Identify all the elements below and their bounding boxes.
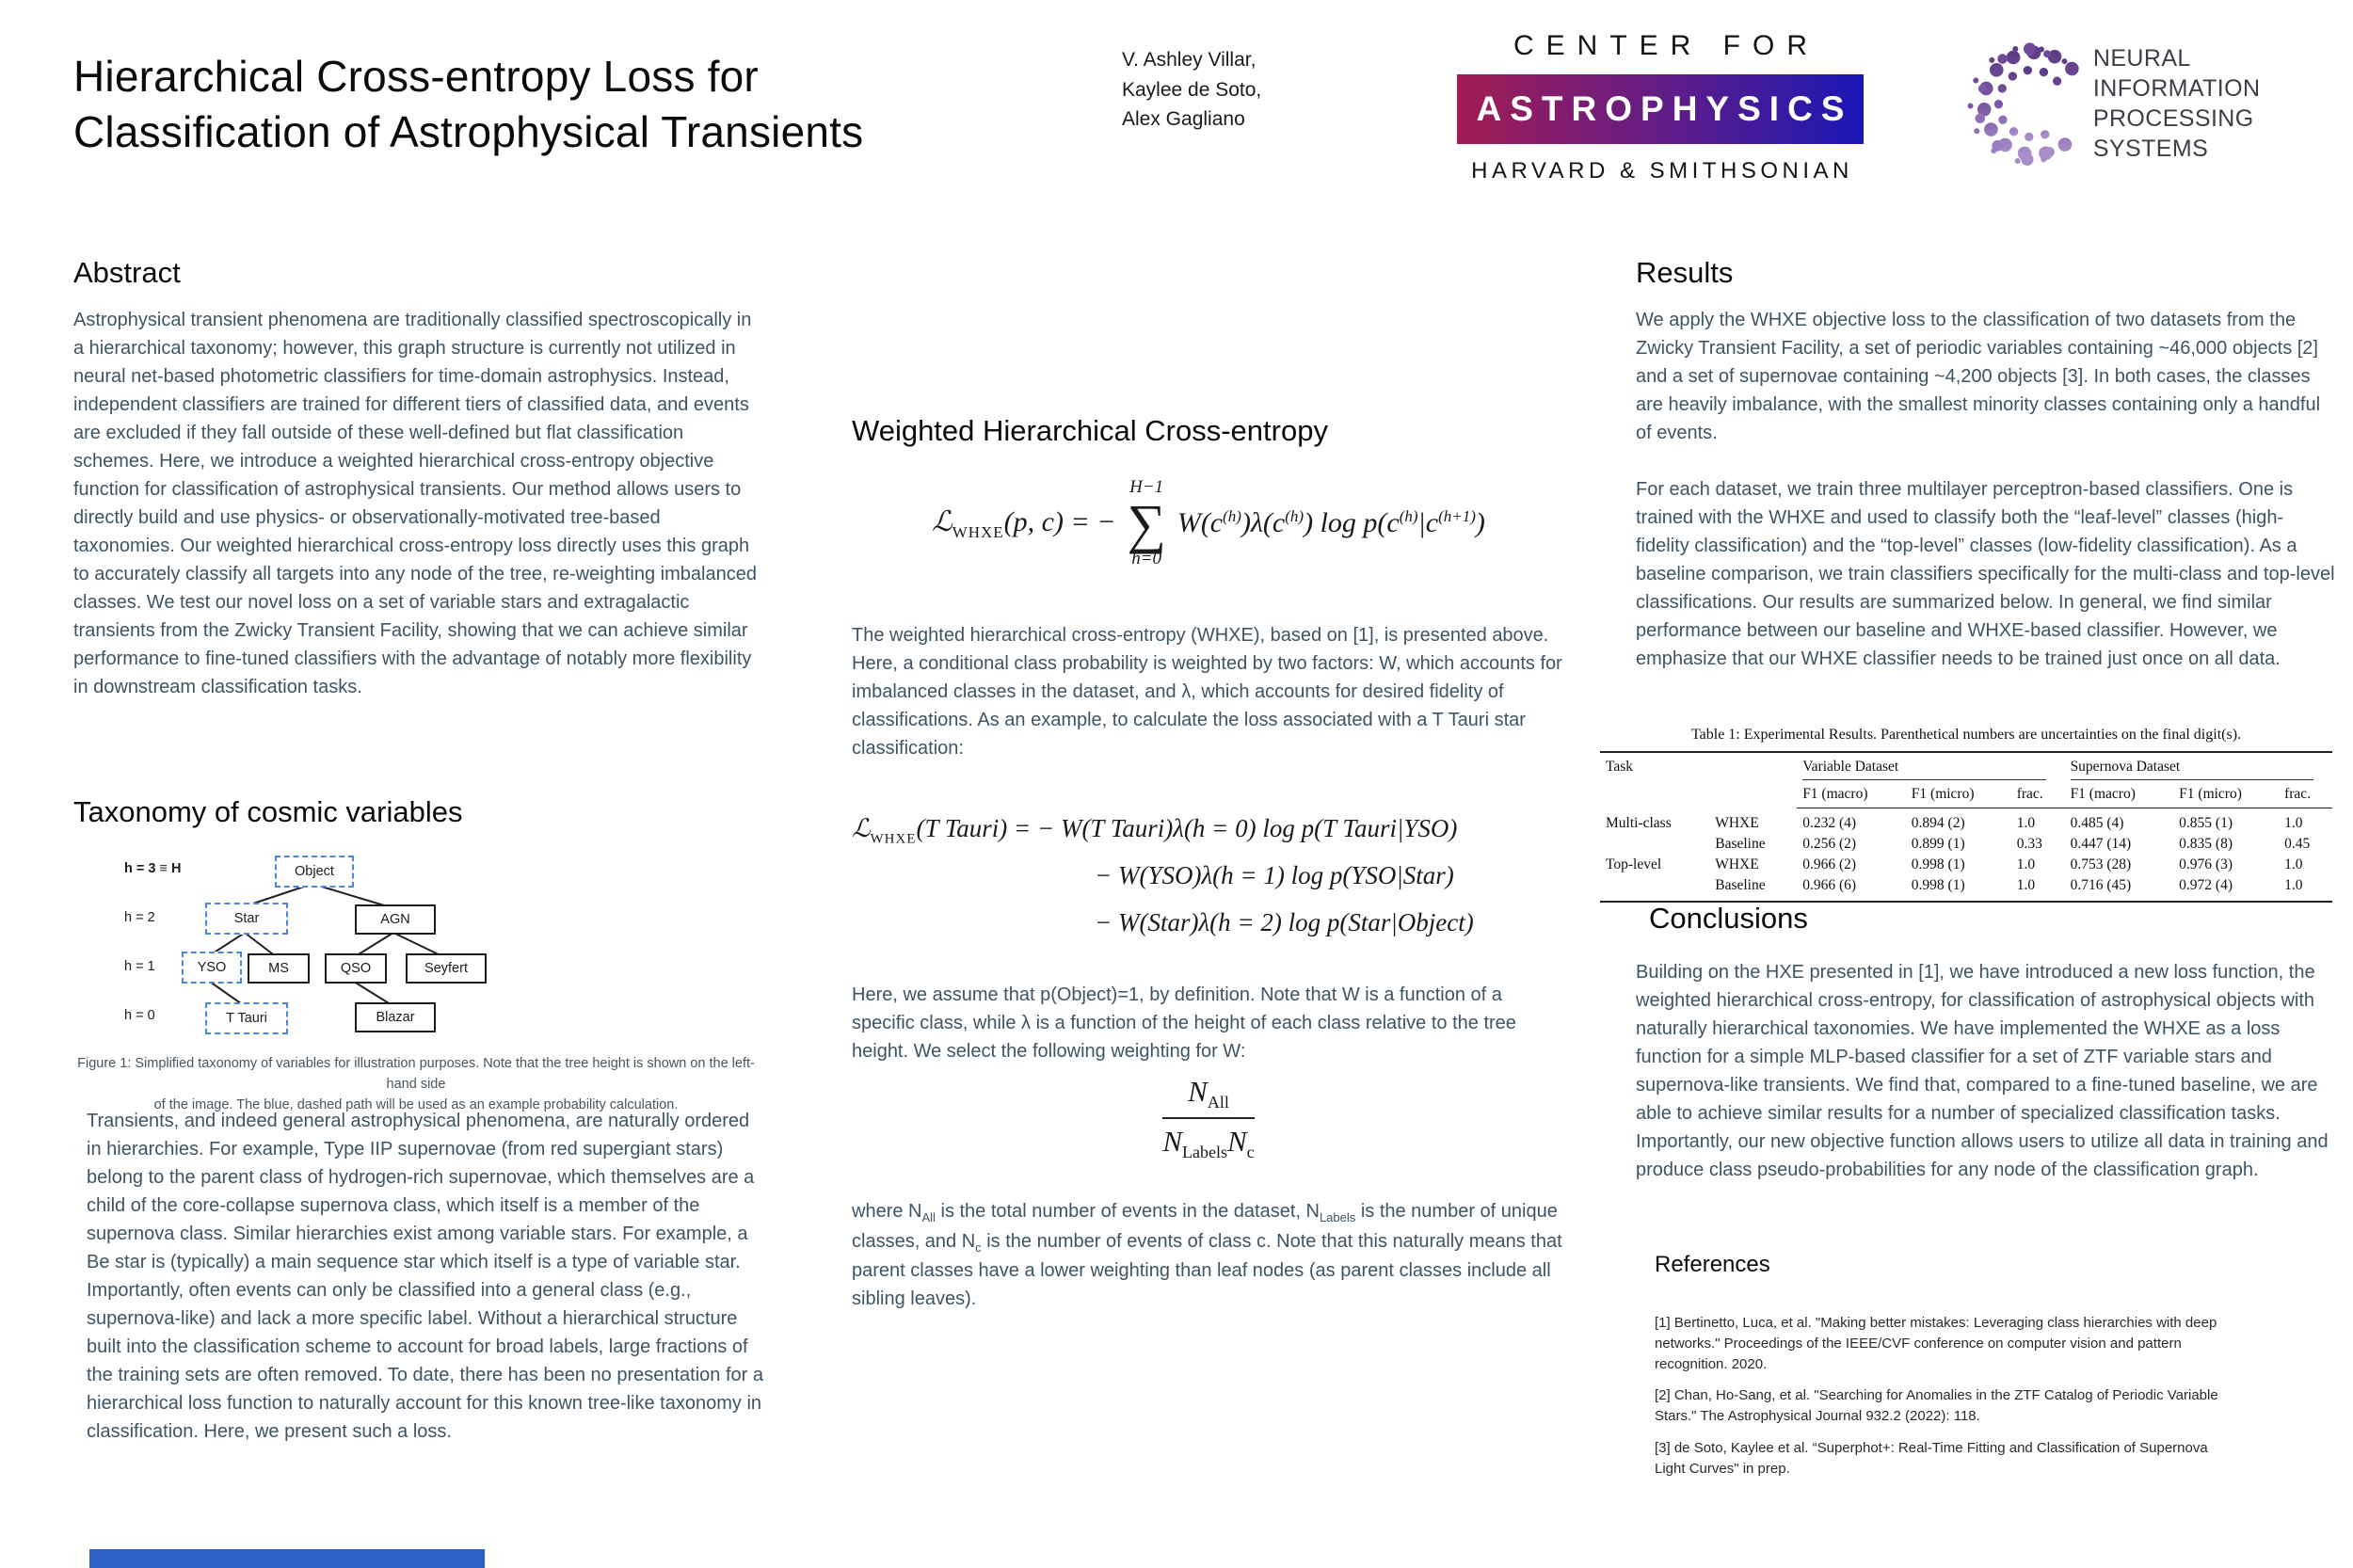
table-subheader: F1 (micro)	[1906, 784, 2011, 808]
reference-item: [3] de Soto, Kaylee et al. “Superphot+: Real-Time Fitting and Classification of Supernova Light Curves" in prep.	[1655, 1439, 2208, 1477]
table-subheader: frac.	[2011, 784, 2065, 808]
table-subheader: F1 (macro)	[2065, 784, 2174, 808]
reference-item: [2] Chan, Ho-Sang, et al. "Searching for Anomalies in the ZTF Catalog of Periodic Variable Stars." The Astrophysical Journal 932.2 (2022): 118.	[1655, 1387, 2218, 1424]
neurips-logo-line1: NEURAL INFORMATION	[2092, 45, 2261, 102]
figure-caption-line2: of the image. The blue, dashed path will be used as an example probability calculation.	[153, 1096, 679, 1112]
ttauri-eq-line3: − W(Star)λ(h = 2) log p(Star|Object)	[1095, 908, 1474, 937]
results-para2: For each dataset, we train three multilayer perceptron-based classifiers. One is trained with the WHXE and used to classify both the “leaf-level” classes (high-fidelity classification) and the “top-level” classes (low-fidelity classification). As a baseline comparison, we train classifiers specifically for the multi-class and top-level classifications. Our results are summarized below. In general, we find similar performance between our baseline and WHXE-based classifier. However, we emphasize that our WHXE classifier needs to be trained just once on all data.	[1636, 479, 2335, 669]
conclusions-body: Building on the HXE presented in [1], we have introduced a new loss function, the weighted hierarchical cross-entropy, for classification of astrophysical objects with naturally hierarchical taxonomies. We have implemented the WHXE as a loss function for a simple MLP-based classifier for a set of ZTF variable stars and supernova-like transients. We find that, compared to a fine-tuned baseline, we are able to achieve similar results for a number of specialized classification tasks. Importantly, our new objective function allows users to utilize all data in training and produce class pseudo-probabilities for any node of the classification graph.	[1636, 962, 2329, 1180]
table-row: Top-level WHXE 0.966 (2) 0.998 (1) 1.0 0.753 (28) 0.976 (3) 1.0	[1606, 856, 2303, 872]
method-heading: Weighted Hierarchical Cross-entropy	[852, 414, 1328, 447]
method-para2: Here, we assume that p(Object)=1, by definition. Note that W is a function of a specific class, while λ is a function of the height of each class relative to the tree height. We select the following weighting for W:	[852, 984, 1516, 1062]
table-row: Baseline 0.256 (2) 0.899 (1) 0.33 0.447 (14) 0.835 (8) 0.45	[1715, 836, 2311, 852]
cfa-logo	[1457, 30, 1864, 184]
table-subheader: F1 (macro)	[1797, 784, 1906, 808]
tree-node-qso: QSO	[325, 953, 387, 984]
table-row: Multi-class WHXE 0.232 (4) 0.894 (2) 1.0 0.485 (4) 0.855 (1) 1.0	[1606, 815, 2303, 831]
tree-level-label-1: h = 1	[124, 959, 155, 974]
taxonomy-heading: Taxonomy of cosmic variables	[73, 795, 463, 828]
reference-item: [1] Bertinetto, Luca, et al. "Making better mistakes: Leveraging class hierarchies with deep networks." Proceedings of the IEEE/CVF conference on computer vision and pattern recognition. 2020.	[1655, 1315, 2217, 1372]
tree-level-label-3: h = 3 ≡ H	[124, 861, 182, 876]
whxe-equation	[852, 478, 1565, 569]
results-para1: We apply the WHXE objective loss to the classification of two datasets from the Zwicky Transient Facility, a set of periodic variables containing ~46,000 objects [2] and a set of supernovae containing ~4,200 objects [3]. In both cases, the classes are heavily imbalance, with the smallest minority classes containing only a handful of events.	[1636, 310, 2321, 443]
neurips-logo-text	[2093, 43, 2342, 164]
table-subheader: F1 (micro)	[2173, 784, 2279, 808]
tree-node-seyfert: Seyfert	[406, 953, 487, 984]
ttauri-equation	[852, 806, 1577, 947]
table-caption: Table 1: Experimental Results. Parenthetical numbers are uncertainties on the final digit(s).	[1690, 727, 2242, 743]
fraction-denominator: $N_{Labels}N_c$	[1162, 1125, 1255, 1162]
ttauri-eq-line2: − W(YSO)λ(h = 1) log p(YSO|Star)	[1095, 861, 1454, 890]
tree-node-object: Object	[275, 856, 354, 888]
table-subheader: frac.	[2279, 784, 2332, 808]
tree-node-blazar: Blazar	[355, 1002, 436, 1032]
weight-fraction	[852, 1075, 1565, 1162]
title-line-2: Classification of Astrophysical Transients	[73, 106, 864, 156]
title-line-1: Hierarchical Cross-entropy Loss for	[73, 52, 759, 101]
fraction-bar	[1162, 1117, 1254, 1119]
taxonomy-figure	[85, 850, 744, 1046]
references-heading: References	[1655, 1252, 1770, 1277]
abstract-body: Astrophysical transient phenomena are traditionally classified spectroscopically in a hierarchical taxonomy; however, this graph structure is currently not utilized in neural net-based photometric classifiers for time-domain astrophysics. Instead, independent classifiers are trained for different tiers of classified data, and events are excluded if they fall outside of these well-defined but flat classification schemes. Here, we introduce a weighted hierarchical cross-entropy objective function for classification of astrophysical transients. Our method allows users to directly build and use physics- or observationally-motivated tree-based taxonomies. Our weighted hierarchical cross-entropy loss directly uses this graph to accurately classify all targets into any node of the tree, re-weighting imbalanced classes. We test our novel loss on a set of variable stars and extragalactic transients from the Zwicky Transient Facility, showing that we can achieve similar performance to fine-tuned classifiers with the advantage of notably more flexibility in downstream classification tasks.	[73, 310, 757, 697]
taxonomy-body: Transients, and indeed general astrophysical phenomena, are naturally ordered in hierarchies. For example, Type IIP supernovae (from red supergiant stars) belong to the parent class of hydrogen-rich supernovae, which themselves are a child of the core-collapse supernova class, which itself is a member of the supernova class. Similar hierarchies exist among variable stars. For example, a Be star is (typically) a main sequence star which itself is a type of variable star. Importantly, often events can only be classified into a general class (e.g., supernova-like) and lack a more specific label. Without a hierarchical structure built into the classification scheme to account for broad labels, large fractions of the training sets are often removed. To date, there has been no presentation for a hierarchical loss function to naturally account for this known tree-like taxonomy in classification. Here, we present such a loss.	[87, 1111, 763, 1442]
neurips-swirl-icon	[1965, 24, 2089, 183]
tree-level-label-0: h = 0	[124, 1008, 155, 1023]
author: Alex Gagliano	[1122, 108, 1245, 130]
cfa-logo-line2: ASTROPHYSICS	[1476, 89, 1853, 128]
cfa-logo-line1: CENTER FOR	[1513, 30, 1819, 61]
ttauri-eq-line1: ℒ$_{WHXE}$(T Tauri) = − W(T Tauri)λ(h = 0) log p(T Tauri|YSO)	[852, 814, 1458, 847]
table-header-method	[1709, 753, 1797, 808]
cfa-logo-line3: HARVARD & SMITHSONIAN	[1471, 158, 1853, 184]
table-group-supernova: Supernova Dataset	[2065, 753, 2332, 784]
table-row: Baseline 0.966 (6) 0.998 (1) 1.0 0.716 (45) 0.972 (4) 1.0	[1715, 877, 2303, 893]
results-table	[1600, 751, 2332, 903]
eq-rhs: $W(c^{(h)})\lambda(c^{(h)})$ $\log p(c^{(h)}|c^{(h+1)})$	[1176, 507, 1485, 539]
author-list	[1122, 45, 1261, 135]
neurips-logo	[1965, 24, 2342, 183]
tree-node-yso: YSO	[182, 952, 242, 984]
author: Kaylee de Soto,	[1122, 78, 1262, 101]
footer-accent-bar	[89, 1549, 485, 1568]
fraction-numerator: $N_{All}$	[1188, 1075, 1229, 1112]
table-group-variable: Variable Dataset	[1797, 753, 2064, 784]
references-list	[1655, 1313, 2219, 1490]
tree-node-ms: MS	[248, 953, 310, 984]
abstract-heading: Abstract	[73, 256, 181, 289]
tree-node-agn: AGN	[355, 904, 436, 935]
page-title	[73, 49, 1080, 160]
tree-node-ttauri: T Tauri	[205, 1002, 288, 1034]
tree-level-label-2: h = 2	[124, 910, 155, 925]
neurips-logo-line2: PROCESSING SYSTEMS	[2092, 105, 2254, 162]
results-table-section	[1600, 727, 2332, 903]
cfa-logo-gradient-box	[1457, 74, 1864, 144]
tree-node-star: Star	[205, 903, 288, 935]
method-para3: where $N_{All}$ is the total number of events in the dataset, $N_{Labels}$ is the number of unique classes, and $N_c$ is the number of events of class c. Note that this naturally means that parent classes have a lower weighting than leaf nodes (as parent classes include all sibling leaves).	[852, 1201, 1562, 1309]
table-header-task: Task	[1606, 759, 1634, 775]
author: V. Ashley Villar,	[1122, 49, 1257, 71]
figure-caption-line1: Figure 1: Simplified taxonomy of variables for illustration purposes. Note that the tree height is shown on the left-hand side	[77, 1056, 755, 1092]
results-heading: Results	[1636, 256, 1734, 289]
summation-symbol: H−1 ∑ h=0	[1127, 477, 1166, 568]
method-para1: The weighted hierarchical cross-entropy (WHXE), based on [1], is presented above. Here, a conditional class probability is weighted by two factors: W, which accounts for imbalanced classes in the dataset, and λ, which accounts for desired fidelity of classifications. As an example, to calculate the loss associated with a T Tauri star classification:	[852, 625, 1562, 759]
eq-lhs: ℒ$_{WHXE}$(p, c) = −	[932, 505, 1116, 541]
conclusions-heading: Conclusions	[1649, 902, 1808, 935]
